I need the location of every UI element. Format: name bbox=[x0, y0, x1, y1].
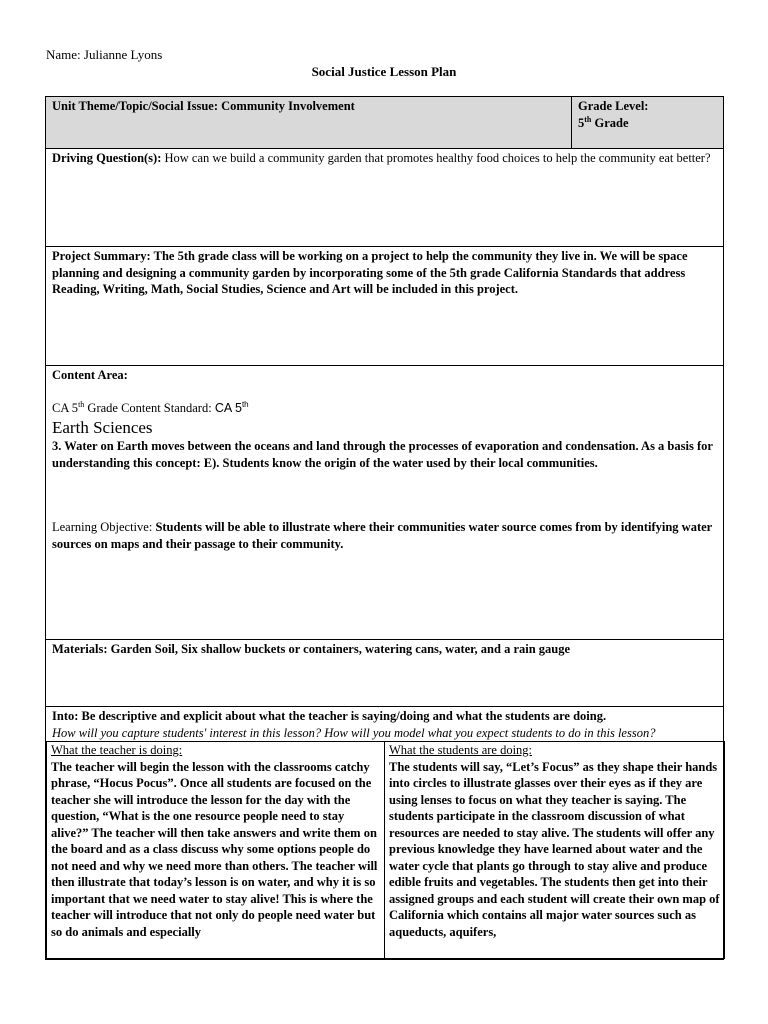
content-standard: CA 5th Grade Content Standard: CA 5th bbox=[52, 399, 249, 415]
project-summary-label: Project Summary: bbox=[52, 249, 151, 263]
into-section bbox=[46, 707, 724, 960]
materials-text: Garden Soil, Six shallow buckets or containers, watering cans, water, and a rain gauge bbox=[110, 642, 571, 656]
project-summary-text: The 5th grade class will be working on a project to help the community they live in. We will be space planning and designing a community garden by incorporating some of the 5th grade California Standards that address Reading, Writing, Math, Social Studies, Science and Art will be included in this project. bbox=[52, 249, 688, 296]
learning-objective-label: Learning Objective: bbox=[52, 520, 153, 534]
driving-question-cell bbox=[46, 149, 724, 247]
unit-theme-label: Unit Theme/Topic/Social Issue: bbox=[52, 99, 218, 113]
learning-objective-text: Students will be able to illustrate where their communities water source comes from by identifying water sources on maps and their passage to their community. bbox=[52, 520, 712, 551]
driving-question-label: Driving Question(s): bbox=[52, 151, 162, 165]
name-label: Name: bbox=[46, 47, 81, 62]
students-column-heading: What the students are doing: bbox=[389, 743, 533, 757]
student-name bbox=[46, 47, 162, 63]
into-heading: Into: Be descriptive and explicit about what the teacher is saying/doing and what the students are doing. bbox=[52, 709, 607, 723]
project-summary-cell bbox=[46, 247, 724, 366]
content-area-cell bbox=[46, 366, 724, 640]
standard-text: 3. Water on Earth moves between the oceans and land through the processes of evaporation and condensation. As a basis for understanding this concept: E). Students know the origin of the water used by their local communities. bbox=[52, 439, 713, 470]
lesson-plan-table bbox=[45, 96, 724, 960]
content-area-label: Content Area: bbox=[52, 368, 128, 382]
materials-cell bbox=[46, 640, 724, 707]
into-columns bbox=[46, 741, 725, 959]
teacher-column-text: The teacher will begin the lesson with the classrooms catchy phrase, “Hocus Pocus”. Once all students are focused on the teacher she will introduce the lesson for the day with the question, “What is the one resource people need to stay alive?” The teacher will then take answers and write them on the board and as a class discuss why some options people do not need and why we need more than others. The teacher will then illustrate that today’s lesson is on water, and why it is so important that we need water to stay alive! This is where the teacher will introduce that not only do people need water but so do animals and especially bbox=[51, 759, 378, 939]
students-column bbox=[385, 742, 725, 959]
name-value: Julianne Lyons bbox=[83, 47, 163, 62]
students-column-text: The students will say, “Let’s Focus” as they shape their hands into circles to illustrate glasses over their eyes as if they are using lenses to focus on what they teacher is saying. The students participate in the classroom discussion of what resources are needed to stay alive. The students will offer any previous knowledge they have learned about water and the water cycle that plants go through to stay alive and produce edible fruits and vegetables. The students then get into their assigned groups and each student will create their own map of California which contains all major water sources such as aqueducts, aquifers, bbox=[389, 759, 720, 939]
unit-theme-value: Community Involvement bbox=[221, 99, 355, 113]
document-title: Social Justice Lesson Plan bbox=[311, 64, 457, 79]
driving-question-text: How can we build a community garden that promotes healthy food choices to help the community eat better? bbox=[164, 151, 711, 165]
grade-level-cell bbox=[572, 97, 724, 149]
teacher-column-heading: What the teacher is doing: bbox=[51, 743, 183, 757]
grade-level-value: 5th Grade bbox=[578, 114, 629, 130]
unit-theme-cell bbox=[46, 97, 572, 149]
grade-level-label: Grade Level: bbox=[578, 99, 649, 113]
into-prompt: How will you capture students' interest in this lesson? How will you model what you expect students to do in this lesson? bbox=[52, 725, 656, 740]
teacher-column bbox=[47, 742, 385, 959]
materials-label: Materials: bbox=[52, 642, 108, 656]
learning-objective bbox=[52, 519, 717, 552]
earth-sciences-heading: Earth Sciences bbox=[52, 418, 153, 437]
